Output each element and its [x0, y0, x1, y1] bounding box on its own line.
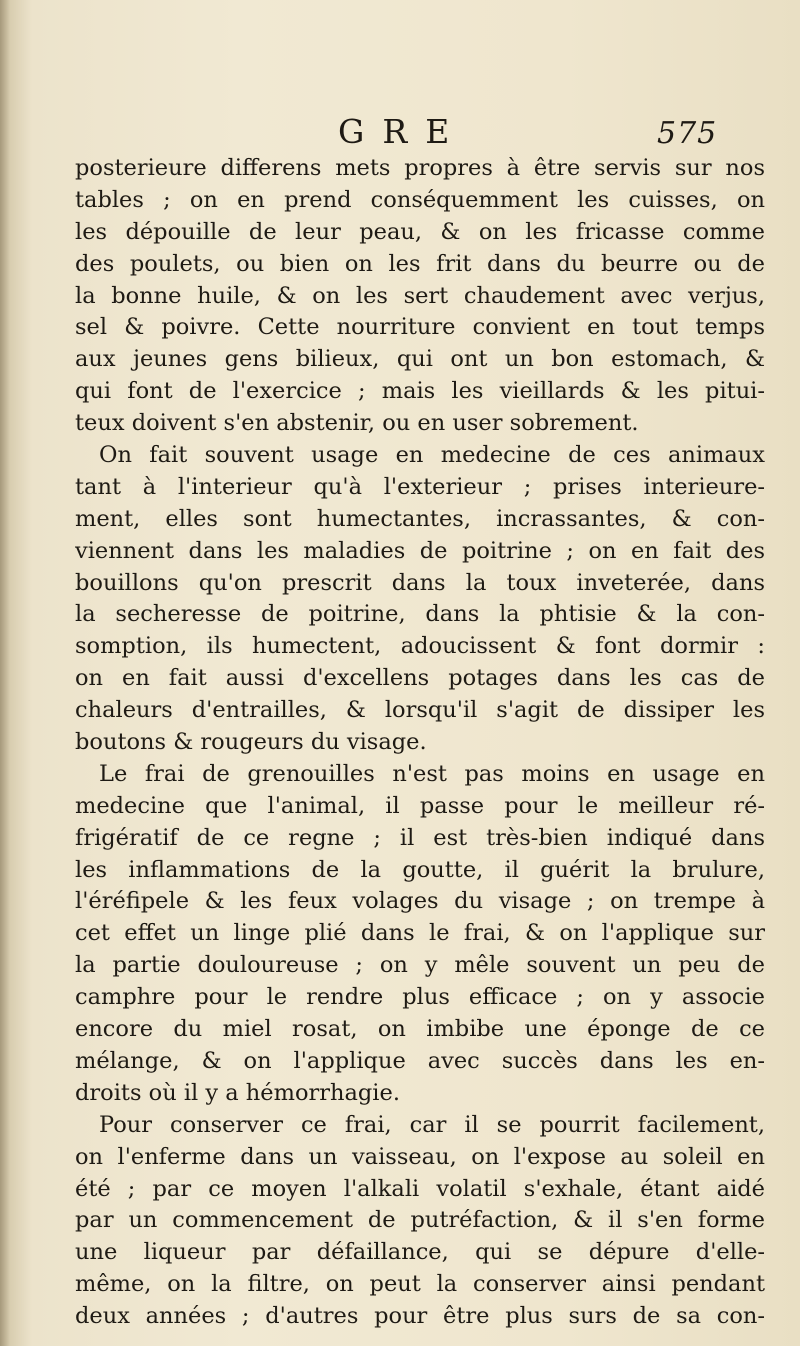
text-line: la bonne huile, & on les sert chaudement avec verjus,	[75, 282, 765, 309]
text-line: on en fait aussi d'excellens potages dans les cas de	[75, 665, 765, 692]
text-line: on l'enferme dans un vaisseau, on l'expose au soleil en	[75, 1143, 765, 1170]
page-number: 575	[657, 116, 718, 151]
text-line: droits où il y a hémorrhagie.	[75, 1079, 400, 1106]
text-line: les inflammations de la goutte, il guérit la brulure,	[75, 856, 765, 883]
text-line: frigératif de ce regne ; il est très-bien indiqué dans	[75, 824, 765, 851]
text-line: des poulets, ou bien on les frit dans du beurre ou de	[75, 250, 765, 277]
text-line: même, on la filtre, on peut la conserver ainsi pendant	[75, 1271, 765, 1298]
text-line: deux années ; d'autres pour être plus surs de sa con-	[75, 1303, 765, 1330]
text-line: les dépouille de leur peau, & on les fricasse comme	[75, 218, 765, 245]
text-line: camphre pour le rendre plus efficace ; on y associe	[75, 984, 765, 1011]
page-header	[0, 112, 800, 152]
text-line: posterieure differens mets propres à être servis sur nos	[75, 155, 765, 181]
text-line: l'éréfipele & les feux volages du visage ; on trempe à	[75, 888, 765, 915]
text-line: qui font de l'exercice ; mais les vieillards & les pitui-	[75, 378, 765, 405]
text-line: été ; par ce moyen l'alkali volatil s'exhale, étant aidé	[75, 1175, 765, 1202]
paragraph-start-line: On fait souvent usage en medecine de ces animaux	[99, 442, 765, 469]
text-line: mélange, & on l'applique avec succès dans les en-	[75, 1047, 765, 1074]
text-line: aux jeunes gens bilieux, qui ont un bon estomach, &	[75, 346, 765, 373]
text-line: boutons & rougeurs du visage.	[75, 729, 427, 756]
text-line: la secheresse de poitrine, dans la phtisie & la con-	[75, 601, 765, 628]
page-gutter-shadow	[0, 0, 10, 1346]
text-line: medecine que l'animal, il passe pour le meilleur ré-	[75, 792, 765, 819]
text-line: tant à l'interieur qu'à l'exterieur ; prises interieure-	[75, 473, 765, 500]
text-line: encore du miel rosat, on imbibe une éponge de ce	[75, 1016, 765, 1043]
text-line: cet effet un linge plié dans le frai, & on l'applique sur	[75, 920, 765, 947]
paragraph-start-line: Le frai de grenouilles n'est pas moins en usage en	[99, 760, 765, 787]
paragraph-start-line: Pour conserver ce frai, car il se pourrit facilement,	[99, 1111, 765, 1138]
running-head: GRE	[338, 112, 468, 151]
text-line: teux doivent s'en abstenir, ou en user sobrement.	[75, 410, 639, 437]
text-line: chaleurs d'entrailles, & lorsqu'il s'agit de dissiper les	[75, 697, 765, 724]
text-line: ment, elles sont humectantes, incrassantes, & con-	[75, 505, 765, 532]
text-line: viennent dans les maladies de poitrine ; on en fait des	[75, 537, 765, 564]
text-line: une liqueur par défaillance, qui se dépure d'elle-	[75, 1239, 765, 1266]
text-line: sel & poivre. Cette nourriture convient en tout temps	[75, 314, 765, 341]
text-line: somption, ils humectent, adoucissent & font dormir :	[75, 633, 765, 660]
text-line: par un commencement de putréfaction, & il s'en forme	[75, 1207, 765, 1234]
text-line: tables ; on en prend conséquemment les cuisses, on	[75, 186, 765, 213]
text-line: la partie douloureuse ; on y mêle souvent un peu de	[75, 952, 765, 979]
text-line: bouillons qu'on prescrit dans la toux inveterée, dans	[75, 569, 765, 596]
body-text	[75, 153, 765, 1333]
